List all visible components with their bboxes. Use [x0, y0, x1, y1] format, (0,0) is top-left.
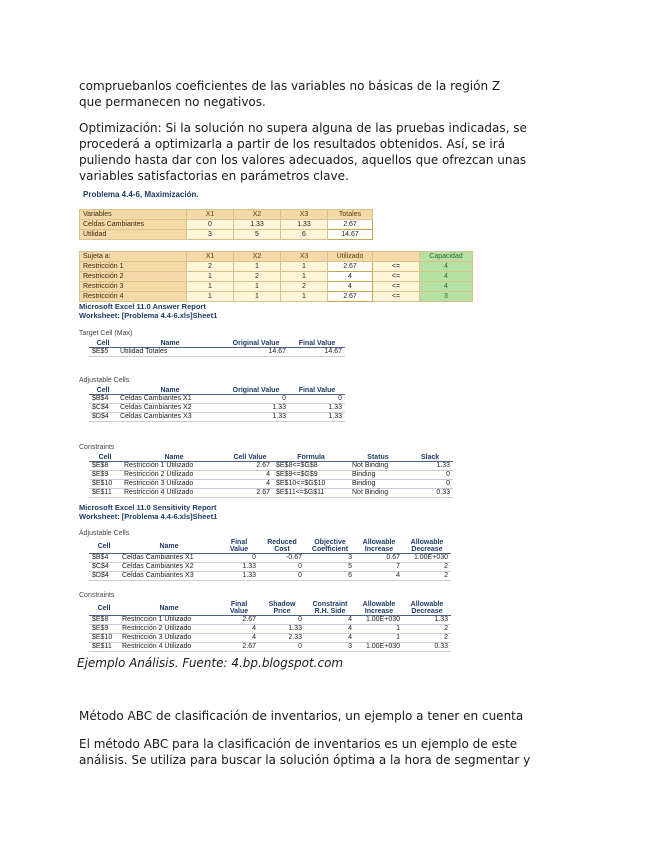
- table-header-row: [80, 252, 473, 262]
- section-label: Constraints: [79, 592, 115, 599]
- table-header-row: [89, 601, 451, 616]
- cell: 5: [234, 230, 281, 240]
- cell: 2.67: [328, 220, 373, 230]
- cell: Restricción 1 Utilizado: [121, 462, 227, 471]
- header-cell: X3: [281, 252, 328, 262]
- cell: 1: [234, 292, 281, 302]
- cell: 2: [281, 282, 328, 292]
- section-label: Target Cell (Max): [79, 330, 133, 337]
- cell: 2: [403, 634, 451, 643]
- cell: 1.33: [234, 220, 281, 230]
- cell: 1: [355, 625, 403, 634]
- cell: 1: [355, 634, 403, 643]
- cell: 1.33: [223, 413, 289, 422]
- header-cell: Name: [117, 340, 223, 348]
- cell: 1: [281, 262, 328, 272]
- cell: 4: [219, 625, 259, 634]
- cell: 1.33: [289, 413, 345, 422]
- text-line: puliendo hasta dar con los valores adecuados, aquellos que ofrezcan unas: [79, 153, 527, 167]
- cell: 1.00E+030: [355, 643, 403, 652]
- cell: 1.33: [259, 625, 305, 634]
- cell: 2: [234, 272, 281, 282]
- cell: 1: [281, 292, 328, 302]
- cell: 2: [403, 625, 451, 634]
- header-cell: Allowable Increase: [355, 601, 403, 616]
- cell: Utilidad Totales: [117, 348, 223, 357]
- cell: $E$11<=$G$11: [273, 489, 349, 498]
- header-cell: Name: [119, 601, 219, 616]
- cell: 6: [305, 572, 355, 581]
- cell: 1: [187, 272, 234, 282]
- intro-paragraph: [79, 78, 559, 110]
- header-cell: Allowable Decrease: [403, 539, 451, 554]
- cell: 1.33: [219, 563, 259, 572]
- row-label: Restricción 3: [80, 282, 187, 292]
- cell: $B$4: [89, 395, 117, 404]
- text-line: que permanecen no negativos.: [79, 95, 266, 109]
- table-header-row: [89, 340, 345, 348]
- header-cell: X1: [187, 210, 234, 220]
- header-cell: Utilizado: [328, 252, 373, 262]
- cell: 1.33: [223, 404, 289, 413]
- cell: Celdas Cambiantes X1: [117, 395, 223, 404]
- cell: 3: [305, 643, 355, 652]
- cell: $C$4: [89, 563, 119, 572]
- cell: 2: [403, 572, 451, 581]
- header-cell: X3: [281, 210, 328, 220]
- answer-report-worksheet: Worksheet: [Problema 4.4-6.xls]Sheet1: [79, 311, 218, 320]
- cell: $E$9<=$G$9: [273, 471, 349, 480]
- cell: $E$10<=$G$10: [273, 480, 349, 489]
- table-row: [80, 292, 473, 302]
- cell: Restricción 4 Utilizado: [119, 643, 219, 652]
- table-row: [89, 625, 451, 634]
- header-cell: Cell: [89, 601, 119, 616]
- table-row: [89, 471, 453, 480]
- cell: 0.67: [355, 554, 403, 563]
- cell: 0: [259, 643, 305, 652]
- cell: 0: [219, 554, 259, 563]
- cell: Celdas Cambiantes X2: [117, 404, 223, 413]
- text-line: variables satisfactorias en parámetros clave.: [79, 169, 349, 183]
- header-cell: Variables: [80, 210, 187, 220]
- excel-figure: [79, 190, 489, 652]
- row-label: Utilidad: [80, 230, 187, 240]
- cell: 2.67: [227, 489, 273, 498]
- header-cell: [373, 252, 420, 262]
- table-row: [89, 572, 451, 581]
- table-header-row: [89, 387, 345, 395]
- cell: 2: [403, 563, 451, 572]
- header-cell: Formula: [273, 454, 349, 462]
- header-cell: Cell: [89, 454, 121, 462]
- text-line: compruebanlos coeficientes de las variables no básicas de la región Z: [79, 79, 501, 93]
- cell: 6: [281, 230, 328, 240]
- cell: 1: [234, 282, 281, 292]
- cell: 2: [187, 262, 234, 272]
- answer-report-title: Microsoft Excel 11.0 Answer Report: [79, 302, 206, 311]
- table-row: [80, 262, 473, 272]
- cell: 4: [227, 480, 273, 489]
- cell: $E$10: [89, 634, 119, 643]
- table-row: [80, 272, 473, 282]
- sensitivity-adjustable-table: [89, 539, 451, 581]
- table-row: [80, 220, 373, 230]
- cell: 1.00E+030: [403, 554, 451, 563]
- cell: 2.67: [219, 616, 259, 625]
- header-cell: Objective Coefficient: [305, 539, 355, 554]
- header-cell: Name: [117, 387, 223, 395]
- row-label: Restricción 1: [80, 262, 187, 272]
- cell: $E$11: [89, 489, 121, 498]
- cell: $D$4: [89, 413, 117, 422]
- cell: $E$9: [89, 471, 121, 480]
- cell: 4: [305, 616, 355, 625]
- header-cell: Final Value: [219, 539, 259, 554]
- adjustable-cells-table: [89, 387, 345, 422]
- section-label: Adjustable Cells: [79, 377, 130, 384]
- cell: 4: [355, 572, 403, 581]
- header-cell: Reduced Cost: [259, 539, 305, 554]
- header-cell: Final Value: [289, 340, 345, 348]
- cell: $B$4: [89, 554, 119, 563]
- cell: 14.67: [328, 230, 373, 240]
- table-row: [89, 643, 451, 652]
- table-row: [89, 489, 453, 498]
- table-row: [89, 616, 451, 625]
- cell: 4: [420, 282, 473, 292]
- cell: 2.67: [219, 643, 259, 652]
- table-row: [80, 230, 373, 240]
- table-header-row: [89, 454, 453, 462]
- header-cell: Original Value: [223, 387, 289, 395]
- cell: 2.33: [259, 634, 305, 643]
- table-row: [89, 404, 345, 413]
- header-cell: Allowable Decrease: [403, 601, 451, 616]
- text-line: El método ABC para la clasificación de inventarios es un ejemplo de este: [79, 737, 518, 751]
- cell: Not Binding: [349, 489, 407, 498]
- section-label: Adjustable Cells: [79, 530, 130, 537]
- cell: 0.33: [407, 489, 453, 498]
- cell: $E$9: [89, 625, 119, 634]
- text-line: Método ABC de clasificación de inventarios, un ejemplo a tener en cuenta: [79, 709, 524, 723]
- abc-heading: [79, 708, 559, 724]
- optimization-paragraph: [79, 120, 559, 184]
- table-row: [89, 348, 345, 357]
- cell: <=: [373, 292, 420, 302]
- cell: 4: [420, 272, 473, 282]
- cell: 4: [219, 634, 259, 643]
- table-header-row: [89, 539, 451, 554]
- cell: Restricción 2 Utilizado: [119, 625, 219, 634]
- header-cell: Sujeta a:: [80, 252, 187, 262]
- cell: 5: [305, 563, 355, 572]
- cell: 1: [187, 292, 234, 302]
- header-cell: Final Value: [289, 387, 345, 395]
- cell: 4: [328, 272, 373, 282]
- answer-constraints-table: [89, 454, 453, 498]
- header-cell: Constraint R.H. Side: [305, 601, 355, 616]
- cell: Celdas Cambiantes X2: [119, 563, 219, 572]
- cell: Restricción 4 Utilizado: [121, 489, 227, 498]
- cell: $C$4: [89, 404, 117, 413]
- cell: 1: [187, 282, 234, 292]
- cell: 1.33: [219, 572, 259, 581]
- table-row: [89, 395, 345, 404]
- header-cell: Slack: [407, 454, 453, 462]
- cell: 3: [305, 554, 355, 563]
- cell: $E$8: [89, 462, 121, 471]
- cell: $E$5: [89, 348, 117, 357]
- header-cell: Totales: [328, 210, 373, 220]
- cell: 4: [328, 282, 373, 292]
- cell: Restricción 3 Utilizado: [119, 634, 219, 643]
- text-line: análisis. Se utiliza para buscar la solución óptima a la hora de segmentar y: [79, 753, 531, 767]
- header-cell: Capacidad: [420, 252, 473, 262]
- header-cell: Cell: [89, 340, 117, 348]
- cell: 0: [259, 616, 305, 625]
- table-header-row: [80, 210, 373, 220]
- header-cell: Name: [119, 539, 219, 554]
- cell: Not Binding: [349, 462, 407, 471]
- header-cell: Name: [121, 454, 227, 462]
- header-cell: X1: [187, 252, 234, 262]
- cell: <=: [373, 262, 420, 272]
- header-cell: Status: [349, 454, 407, 462]
- cell: 7: [355, 563, 403, 572]
- cell: $E$11: [89, 643, 119, 652]
- cell: 0: [407, 480, 453, 489]
- cell: -0.67: [259, 554, 305, 563]
- cell: Binding: [349, 471, 407, 480]
- row-label: Celdas Cambiantes: [80, 220, 187, 230]
- cell: 0: [259, 572, 305, 581]
- cell: Binding: [349, 480, 407, 489]
- table-row: [89, 480, 453, 489]
- sensitivity-report-worksheet: Worksheet: [Problema 4.4-6.xls]Sheet1: [79, 512, 218, 521]
- cell: 4: [305, 634, 355, 643]
- cell: $E$8: [89, 616, 119, 625]
- row-label: Restricción 4: [80, 292, 187, 302]
- cell: 0: [259, 563, 305, 572]
- cell: Restricción 3 Utilizado: [121, 480, 227, 489]
- cell: $E$10: [89, 480, 121, 489]
- header-cell: X2: [234, 252, 281, 262]
- cell: 0.33: [403, 643, 451, 652]
- header-cell: X2: [234, 210, 281, 220]
- cell: 1.33: [281, 220, 328, 230]
- abc-paragraph: [79, 736, 559, 768]
- cell: 0: [289, 395, 345, 404]
- cell: <=: [373, 282, 420, 292]
- table-row: [80, 282, 473, 292]
- cell: $D$4: [89, 572, 119, 581]
- table-row: [89, 634, 451, 643]
- table-row: [89, 413, 345, 422]
- header-cell: Cell: [89, 539, 119, 554]
- cell: 4: [420, 262, 473, 272]
- cell: 2.67: [328, 262, 373, 272]
- cell: Celdas Cambiantes X1: [119, 554, 219, 563]
- cell: 1.33: [289, 404, 345, 413]
- cell: Restricción 2 Utilizado: [121, 471, 227, 480]
- header-cell: Original Value: [223, 340, 289, 348]
- text-line: Optimización: Si la solución no supera alguna de las pruebas indicadas, se: [79, 121, 527, 135]
- cell: 1: [281, 272, 328, 282]
- text-line: procederá a optimizarla a partir de los resultados obtenidos. Así, se irá: [79, 137, 506, 151]
- cell: 3: [187, 230, 234, 240]
- sensitivity-report-title: Microsoft Excel 11.0 Sensitivity Report: [79, 503, 217, 512]
- cell: 3: [420, 292, 473, 302]
- table-row: [89, 563, 451, 572]
- cell: 2.67: [328, 292, 373, 302]
- cell: $E$8<=$G$8: [273, 462, 349, 471]
- header-cell: Allowable Increase: [355, 539, 403, 554]
- constraints-sheet-table: [79, 251, 473, 302]
- cell: 0: [407, 471, 453, 480]
- problem-title: Problema 4.4-6, Maximización.: [83, 190, 199, 199]
- header-cell: Cell: [89, 387, 117, 395]
- cell: Celdas Cambiantes X3: [117, 413, 223, 422]
- row-label: Restricción 2: [80, 272, 187, 282]
- section-label: Constraints: [79, 444, 115, 451]
- figure-caption: Ejemplo Análisis. Fuente: 4.bp.blogspot.com: [77, 656, 344, 670]
- cell: 14.67: [289, 348, 345, 357]
- sensitivity-constraints-table: [89, 601, 451, 652]
- header-cell: Final Value: [219, 601, 259, 616]
- header-cell: Shadow Price: [259, 601, 305, 616]
- table-row: [89, 554, 451, 563]
- cell: 4: [305, 625, 355, 634]
- cell: 1.33: [403, 616, 451, 625]
- cell: 1.00E+030: [355, 616, 403, 625]
- table-row: [89, 462, 453, 471]
- target-cell-table: [89, 340, 345, 357]
- cell: <=: [373, 272, 420, 282]
- cell: Restricción 1 Utilizado: [119, 616, 219, 625]
- cell: 0: [187, 220, 234, 230]
- cell: 0: [223, 395, 289, 404]
- cell: 1: [234, 262, 281, 272]
- cell: Celdas Cambiantes X3: [119, 572, 219, 581]
- cell: 4: [227, 471, 273, 480]
- cell: 1.33: [407, 462, 453, 471]
- variables-table: [79, 209, 373, 240]
- cell: 14.67: [223, 348, 289, 357]
- cell: 2.67: [227, 462, 273, 471]
- header-cell: Cell Value: [227, 454, 273, 462]
